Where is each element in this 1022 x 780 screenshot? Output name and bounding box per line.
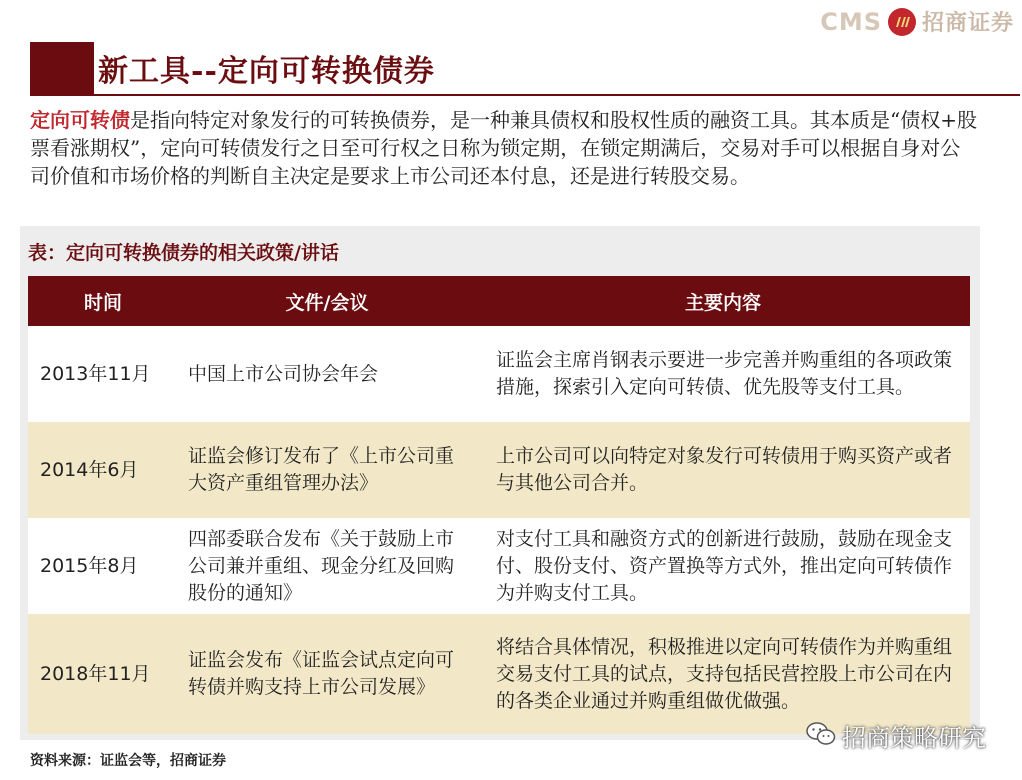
intro-paragraph: [30, 106, 980, 190]
table-caption: 表：定向可转换债券的相关政策/讲话: [28, 242, 339, 264]
logo-latin: CMS: [820, 7, 882, 36]
intro-text: 是指向特定对象发行的可转换债券，是一种兼具债权和股权性质的融资工具。其本质是“债权+股票看涨期权”，定向可转债发行之日至可行权之日称为锁定期，在锁定期满后，交易对手可以根据自身对公司价值和市场价格的判断自主决定是要求上市公司还本付息，还是进行转股交易。: [30, 108, 977, 188]
table-row: [28, 518, 970, 614]
watermark: [806, 718, 986, 753]
cell-date: 2018年11月: [28, 614, 178, 734]
page-title: 新工具--定向可转换债券: [98, 54, 435, 89]
cms-logo: [820, 6, 1014, 37]
header-time: 时间: [28, 276, 178, 326]
cell-content: 将结合具体情况，积极推进以定向可转债作为并购重组交易支付工具的试点，支持包括民营控股上市公司在内的各类企业通过并购重组做优做强。: [476, 614, 970, 734]
source-note: 资料来源：证监会等，招商证券: [30, 753, 226, 769]
title-underline: [30, 94, 1020, 96]
header-document: 文件/会议: [178, 276, 476, 326]
table-header-row: [28, 276, 970, 326]
cell-date: 2015年8月: [28, 518, 178, 614]
header-content: 主要内容: [476, 276, 970, 326]
watermark-text: 招商策略研究: [842, 724, 986, 752]
cell-document: 证监会发布《证监会试点定向可转债并购支持上市公司发展》: [178, 614, 476, 734]
policy-table: [28, 276, 970, 734]
cell-date: 2013年11月: [28, 326, 178, 422]
cell-content: 证监会主席肖钢表示要进一步完善并购重组的各项政策措施，探索引入定向可转债、优先股等支付工具。: [476, 326, 970, 422]
wechat-icon: [806, 721, 836, 751]
cell-content: 上市公司可以向特定对象发行可转债用于购买资产或者与其他公司合并。: [476, 422, 970, 518]
cell-content: 对支付工具和融资方式的创新进行鼓励，鼓励在现金支付、股份支付、资产置换等方式外，推出定向可转债作为并购支付工具。: [476, 518, 970, 614]
cell-document: 证监会修订发布了《上市公司重大资产重组管理办法》: [178, 422, 476, 518]
intro-highlight: 定向可转债: [30, 108, 130, 132]
logo-chinese: 招商证券: [921, 11, 1014, 36]
table-row: [28, 422, 970, 518]
cell-document: 四部委联合发布《关于鼓励上市公司兼并重组、现金分红及回购股份的通知》: [178, 518, 476, 614]
cell-document: 中国上市公司协会年会: [178, 326, 476, 422]
table-row: [28, 326, 970, 422]
table-row: [28, 614, 970, 734]
title-accent-block: [30, 42, 94, 96]
cms-seal-icon: [888, 8, 916, 36]
cell-date: 2014年6月: [28, 422, 178, 518]
